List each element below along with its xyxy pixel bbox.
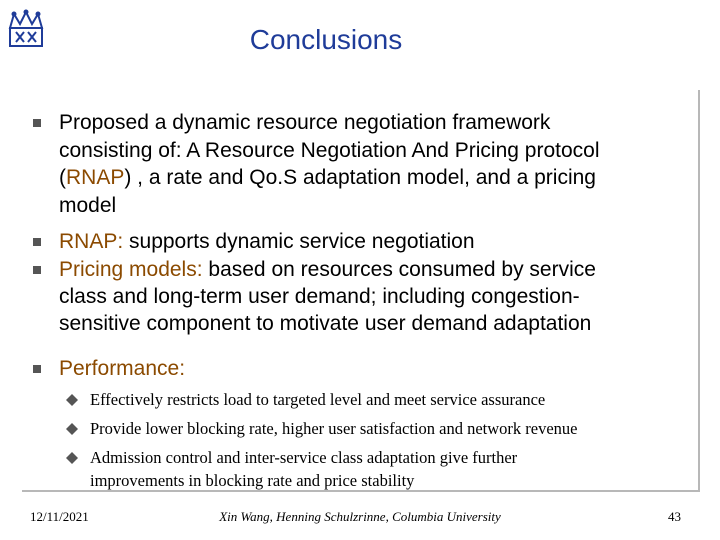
sub-bullet-3-line-2: improvements in blocking rate and price stability: [90, 471, 415, 490]
bullet-1-line-4: model: [59, 194, 117, 217]
slide-title: Conclusions: [249, 24, 403, 55]
footer-author: Xin Wang, Henning Schulzrinne, Columbia University: [219, 509, 501, 524]
diamond-bullet-icon: [66, 423, 78, 435]
bullet-4-highlight: Performance:: [59, 357, 186, 380]
bullet-square-icon: [33, 365, 41, 373]
bullet-square-icon: [33, 238, 41, 246]
bullet-2-line-1: [59, 228, 689, 255]
sub-bullet-3: Admission control and inter-service class adaptation give further: [90, 448, 518, 467]
bullet-3-line-1: [59, 256, 689, 283]
bullet-3-highlight: Pricing models:: [59, 258, 203, 281]
bullet-3-line-2: class and long-term user demand; including congestion-: [59, 285, 580, 308]
bullet-3-text: based on resources consumed by service: [202, 258, 596, 281]
footer-date: 12/11/2021: [30, 509, 89, 524]
bullet-2-highlight: RNAP:: [59, 230, 124, 253]
sub-bullet-1: Effectively restricts load to targeted level and meet service assurance: [90, 390, 546, 409]
bullet-square-icon: [33, 266, 41, 274]
bullet-1-line-2: consisting of: A Resource Negotiation And Pricing protocol: [59, 139, 600, 162]
diamond-bullet-icon: [66, 452, 78, 464]
bullet-1-line-3: [59, 164, 689, 191]
bullet-3-line-3: sensitive component to motivate user demand adaptation: [59, 312, 592, 335]
bullet-1-line-1: Proposed a dynamic resource negotiation framework: [59, 111, 551, 134]
bullet-1-highlight: RNAP: [66, 166, 125, 189]
bullet-1-paren-open: (: [59, 166, 66, 189]
diamond-bullet-icon: [66, 394, 78, 406]
bullet-2-text: supports dynamic service negotiation: [123, 230, 475, 253]
bullet-4-line-1: [59, 355, 689, 382]
sub-bullet-2: Provide lower blocking rate, higher user satisfaction and network revenue: [90, 419, 578, 438]
bullet-1-paren-rest: ) , a rate and Qo.S adaptation model, and a pricing: [124, 166, 596, 189]
footer-page-number: 43: [668, 509, 681, 524]
bullet-square-icon: [33, 119, 41, 127]
